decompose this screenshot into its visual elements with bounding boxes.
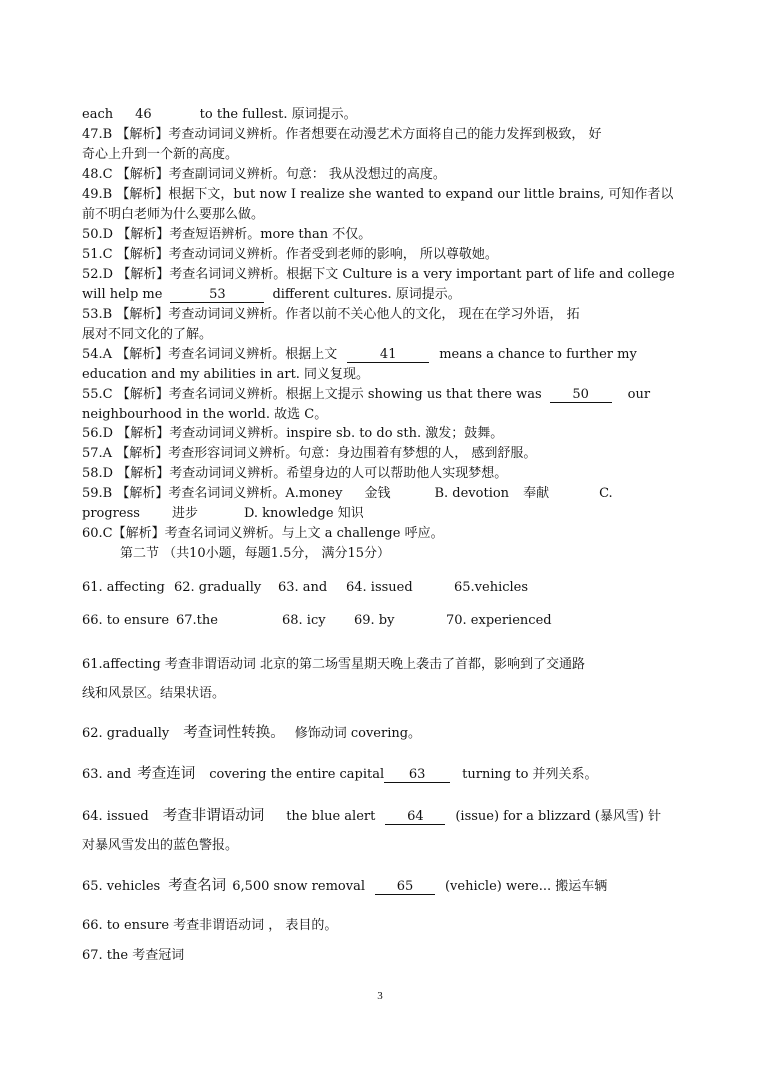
- text-line: 57.A 【解析】考查形容词词义辨析。句意：身边围着有梦想的人， 感到舒服。: [82, 446, 537, 461]
- text: will help me: [82, 287, 163, 302]
- answer-blank: 50: [550, 388, 612, 403]
- answers-row-2: [82, 613, 682, 629]
- text: 65. vehicles: [82, 879, 161, 894]
- text: (vehicle) were... 搬运车辆: [444, 879, 608, 894]
- text: 考查非谓语动词: [162, 808, 265, 824]
- text: (issue) for a blizzard (暴风雪) 针: [455, 809, 662, 824]
- text-line: [82, 107, 682, 123]
- text: to the fullest. 原词提示。: [199, 107, 357, 122]
- text: 奉献: [523, 486, 550, 501]
- explanation-line: 线和风景区。结果状语。: [82, 686, 226, 701]
- explanation-line: 对暴风雪发出的蓝色警报。: [82, 838, 239, 853]
- text: 进步: [171, 506, 198, 521]
- text: D. knowledge 知识: [243, 506, 364, 521]
- answer-blank: 63: [384, 768, 450, 783]
- answer-item: 64. issued: [346, 580, 413, 595]
- blank-number: 46: [135, 107, 152, 122]
- text: 55.C 【解析】考查名词词义辨析。根据上文提示 showing us that there was: [82, 387, 542, 402]
- text-line: 56.D 【解析】考查动词词义辨析。inspire sb. to do sth. 激发；鼓舞。: [82, 426, 504, 441]
- text-line: 53.B 【解析】考查动词词义辨析。作者以前不关心他人的文化， 现在在学习外语， 拓: [82, 307, 580, 322]
- answer-blank: 64: [385, 810, 445, 825]
- explanation-line: 61.affecting 考查非谓语动词 北京的第二场雪星期天晚上袭击了首都，影响到了交通路: [82, 657, 585, 672]
- text-line: education and my abilities in art. 同义复现。: [82, 367, 370, 382]
- text: progress: [82, 506, 140, 521]
- text: 金钱: [364, 486, 391, 501]
- answer-item: 65.vehicles: [454, 580, 529, 595]
- section-heading: 第二节 （共10小题，每题1.5分， 满分15分）: [120, 546, 391, 561]
- text: 考查词性转换。: [183, 725, 285, 741]
- answer-item: 68. icy: [282, 613, 326, 628]
- text: 考查连词: [137, 766, 196, 782]
- text: each: [82, 107, 114, 122]
- answers-row-1: [82, 580, 682, 596]
- page-number: 3: [377, 990, 383, 1002]
- answer-blank: 53: [170, 288, 264, 303]
- text: B. devotion: [434, 486, 510, 501]
- text-line: neighbourhood in the world. 故选 C。: [82, 407, 328, 422]
- answer-item: 70. experienced: [446, 613, 552, 628]
- explanation-line: [82, 766, 682, 783]
- text-line: 48.C 【解析】考查副词词义辨析。句意： 我从没想过的高度。: [82, 167, 446, 182]
- answer-item: 67.the: [176, 613, 218, 628]
- text: 考查名词: [168, 878, 227, 894]
- answer-item: 61. affecting: [82, 580, 165, 595]
- text: 63. and: [82, 767, 132, 782]
- text-line: [82, 506, 682, 522]
- text: turning to 并列关系。: [462, 767, 598, 782]
- explanation-line: 67. the 考查冠词: [82, 948, 185, 963]
- text-line: 58.D 【解析】考查动词词义辨析。希望身边的人可以帮助他人实现梦想。: [82, 466, 508, 481]
- text-line: [82, 347, 682, 363]
- text-line: 展对不同文化的了解。: [82, 327, 213, 342]
- explanation-line: 66. to ensure 考查非谓语动词 ， 表目的。: [82, 918, 338, 933]
- text: our: [627, 387, 651, 402]
- answer-item: 63. and: [278, 580, 328, 595]
- answer-item: 66. to ensure: [82, 613, 170, 628]
- text-line: [82, 387, 682, 403]
- text-line: 50.D 【解析】考查短语辨析。more than 不仅。: [82, 227, 372, 242]
- answer-item: 62. gradually: [174, 580, 262, 595]
- text-line: 奇心上升到一个新的高度。: [82, 147, 239, 162]
- text: 64. issued: [82, 809, 149, 824]
- text: different cultures. 原词提示。: [272, 287, 461, 302]
- text: the blue alert: [286, 809, 376, 824]
- explanation-line: [82, 725, 682, 742]
- text-line: [82, 486, 682, 502]
- text-line: 前不明白老师为什么要那么做。: [82, 207, 265, 222]
- text: means a chance to further my: [439, 347, 637, 362]
- explanation-line: [82, 878, 682, 895]
- text: 6,500 snow removal: [232, 879, 365, 894]
- explanation-line: [82, 808, 682, 825]
- text: covering the entire capital: [209, 767, 385, 782]
- text-line: [82, 287, 682, 303]
- text-line: 60.C【解析】考查名词词义辨析。与上文 a challenge 呼应。: [82, 526, 444, 541]
- answer-item: 69. by: [354, 613, 395, 628]
- text: 62. gradually: [82, 726, 170, 741]
- text-line: 51.C 【解析】考查动词词义辨析。作者受到老师的影响， 所以尊敬她。: [82, 247, 498, 262]
- text-line: 52.D 【解析】考查名词词义辨析。根据下文 Culture is a very important part of life and college: [82, 267, 675, 282]
- text: 修饰动词 covering。: [294, 726, 422, 741]
- answer-blank: 65: [375, 880, 435, 895]
- text-line: 47.B 【解析】考查动词词义辨析。作者想要在动漫艺术方面将自己的能力发挥到极致， 好: [82, 127, 602, 142]
- text: 59.B 【解析】考查名词词义辨析。A.money: [82, 486, 343, 501]
- text: C.: [599, 486, 613, 501]
- answer-blank: 41: [347, 348, 429, 363]
- text-line: 49.B 【解析】根据下文，but now I realize she wanted to expand our little brains, 可知作者以: [82, 187, 674, 202]
- text: 54.A 【解析】考查名词词义辨析。根据上文: [82, 347, 338, 362]
